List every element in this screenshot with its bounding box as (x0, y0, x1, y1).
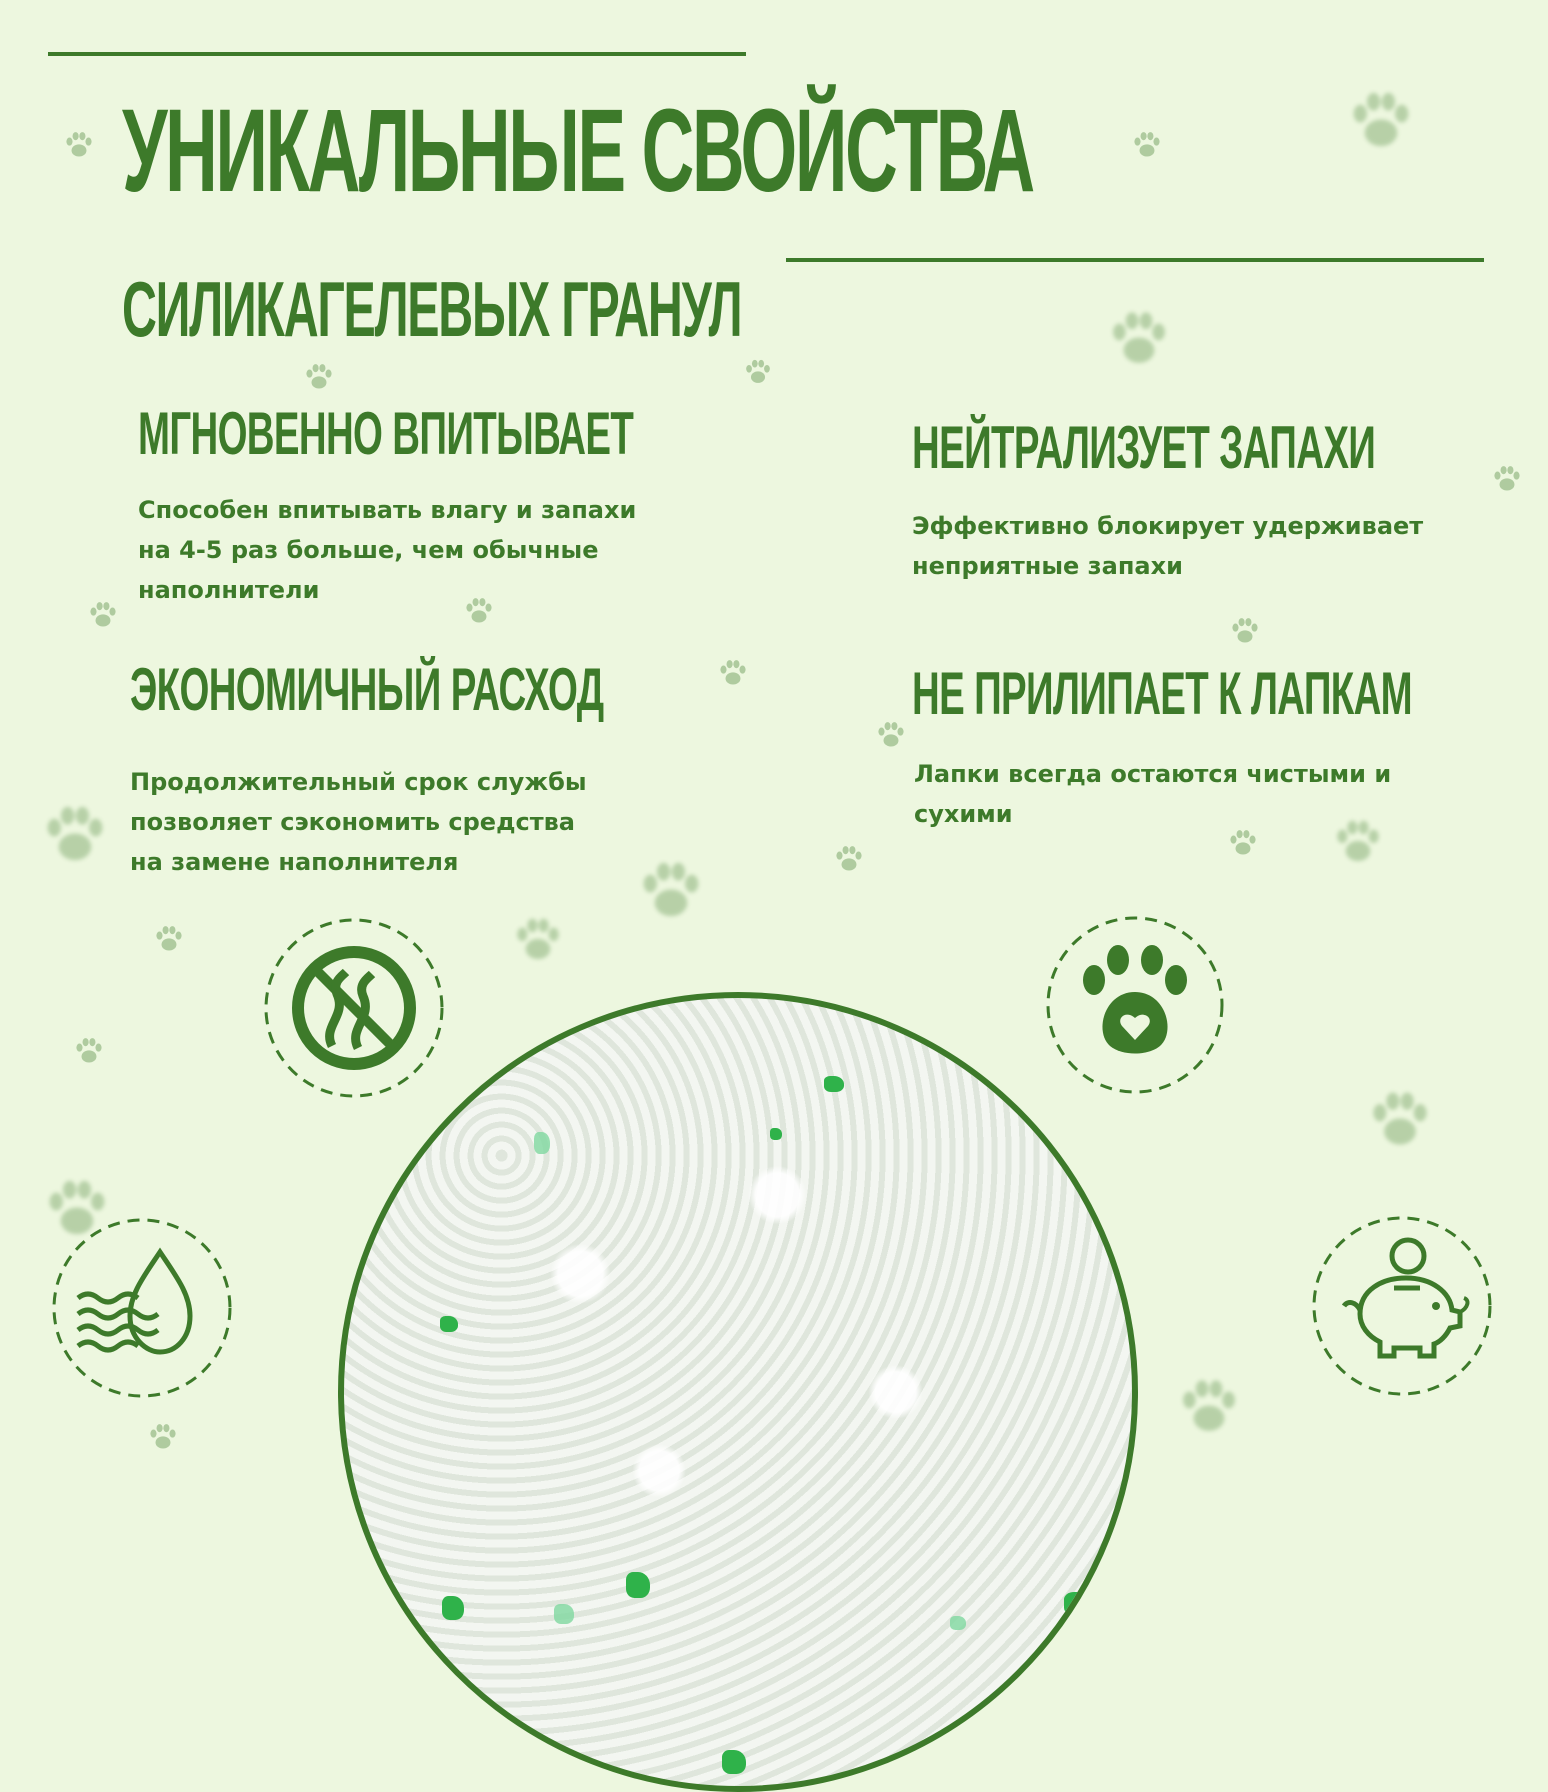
feature-text-economy (130, 762, 587, 882)
granule (824, 1076, 844, 1092)
granule (722, 1750, 746, 1774)
paw-print-icon (62, 128, 96, 162)
piggy-bank-icon (1310, 1214, 1494, 1398)
paw-print-icon (634, 854, 708, 928)
no-odor-icon (262, 916, 446, 1100)
paw-print-icon (1228, 614, 1262, 648)
paw-print-icon (832, 842, 866, 876)
paw-print-icon (1490, 462, 1524, 496)
granule (950, 1616, 966, 1630)
feature-line: наполнители (138, 576, 320, 604)
granule (770, 1128, 782, 1140)
page-subtitle: СИЛИКАГЕЛЕВЫХ ГРАНУЛ (122, 265, 742, 353)
paw-print-icon (1330, 814, 1386, 870)
feature-title-no-stick: НЕ ПРИЛИПАЕТ К ЛАПКАМ (912, 660, 1413, 727)
feature-title-absorb: МГНОВЕННО ВПИТЫВАЕТ (138, 400, 634, 467)
paw-print-icon (742, 356, 774, 388)
feature-line: Продолжительный срок службы (130, 768, 587, 796)
paw-print-icon (1130, 128, 1164, 162)
feature-line: позволяет сэкономить средства (130, 808, 575, 836)
granule (1064, 1592, 1098, 1616)
paw-print-icon (1364, 1084, 1436, 1156)
silica-granules-image (338, 992, 1138, 1792)
feature-title-odor: НЕЙТРАЛИЗУЕТ ЗАПАХИ (912, 414, 1376, 481)
top-rule (48, 52, 746, 56)
feature-line: на замене наполнителя (130, 848, 459, 876)
paw-print-icon (874, 718, 908, 752)
feature-text-odor (912, 506, 1423, 586)
middle-rule (786, 258, 1484, 262)
paw-print-icon (302, 360, 336, 394)
paw-print-icon (1104, 304, 1174, 374)
granule (626, 1572, 650, 1598)
granule (442, 1596, 464, 1620)
feature-line: Эффективно блокирует удерживает (912, 512, 1424, 540)
paw-print-icon (152, 922, 186, 956)
granule (534, 1132, 550, 1154)
granule (440, 1316, 458, 1332)
feature-line: Лапки всегда остаются чистыми и (914, 760, 1392, 788)
feature-line: Способен впитывать влагу и запахи (138, 496, 637, 524)
feature-line: на 4-5 раз больше, чем обычные (138, 536, 599, 564)
granule (554, 1604, 574, 1624)
paw-print-icon (1226, 826, 1260, 860)
paw-heart-icon (1044, 914, 1226, 1096)
paw-print-icon (462, 594, 496, 628)
feature-line: неприятные запахи (912, 552, 1183, 580)
feature-text-no-stick (914, 754, 1391, 834)
paw-print-icon (716, 656, 750, 690)
feature-text-absorb (138, 490, 636, 610)
paw-print-icon (86, 598, 120, 632)
paw-print-icon (38, 798, 112, 872)
paw-print-icon (1174, 1372, 1244, 1442)
feature-line: сухими (914, 800, 1013, 828)
feature-title-economy: ЭКОНОМИЧНЫЙ РАСХОД (130, 656, 604, 723)
paw-print-icon (1344, 84, 1418, 158)
water-drop-icon (50, 1216, 234, 1400)
paw-print-icon (510, 912, 566, 968)
paw-print-icon (72, 1034, 106, 1068)
paw-print-icon (146, 1420, 180, 1454)
page-title: УНИКАЛЬНЫЕ СВОЙСТВА (122, 85, 1033, 217)
granule (1108, 1602, 1124, 1620)
